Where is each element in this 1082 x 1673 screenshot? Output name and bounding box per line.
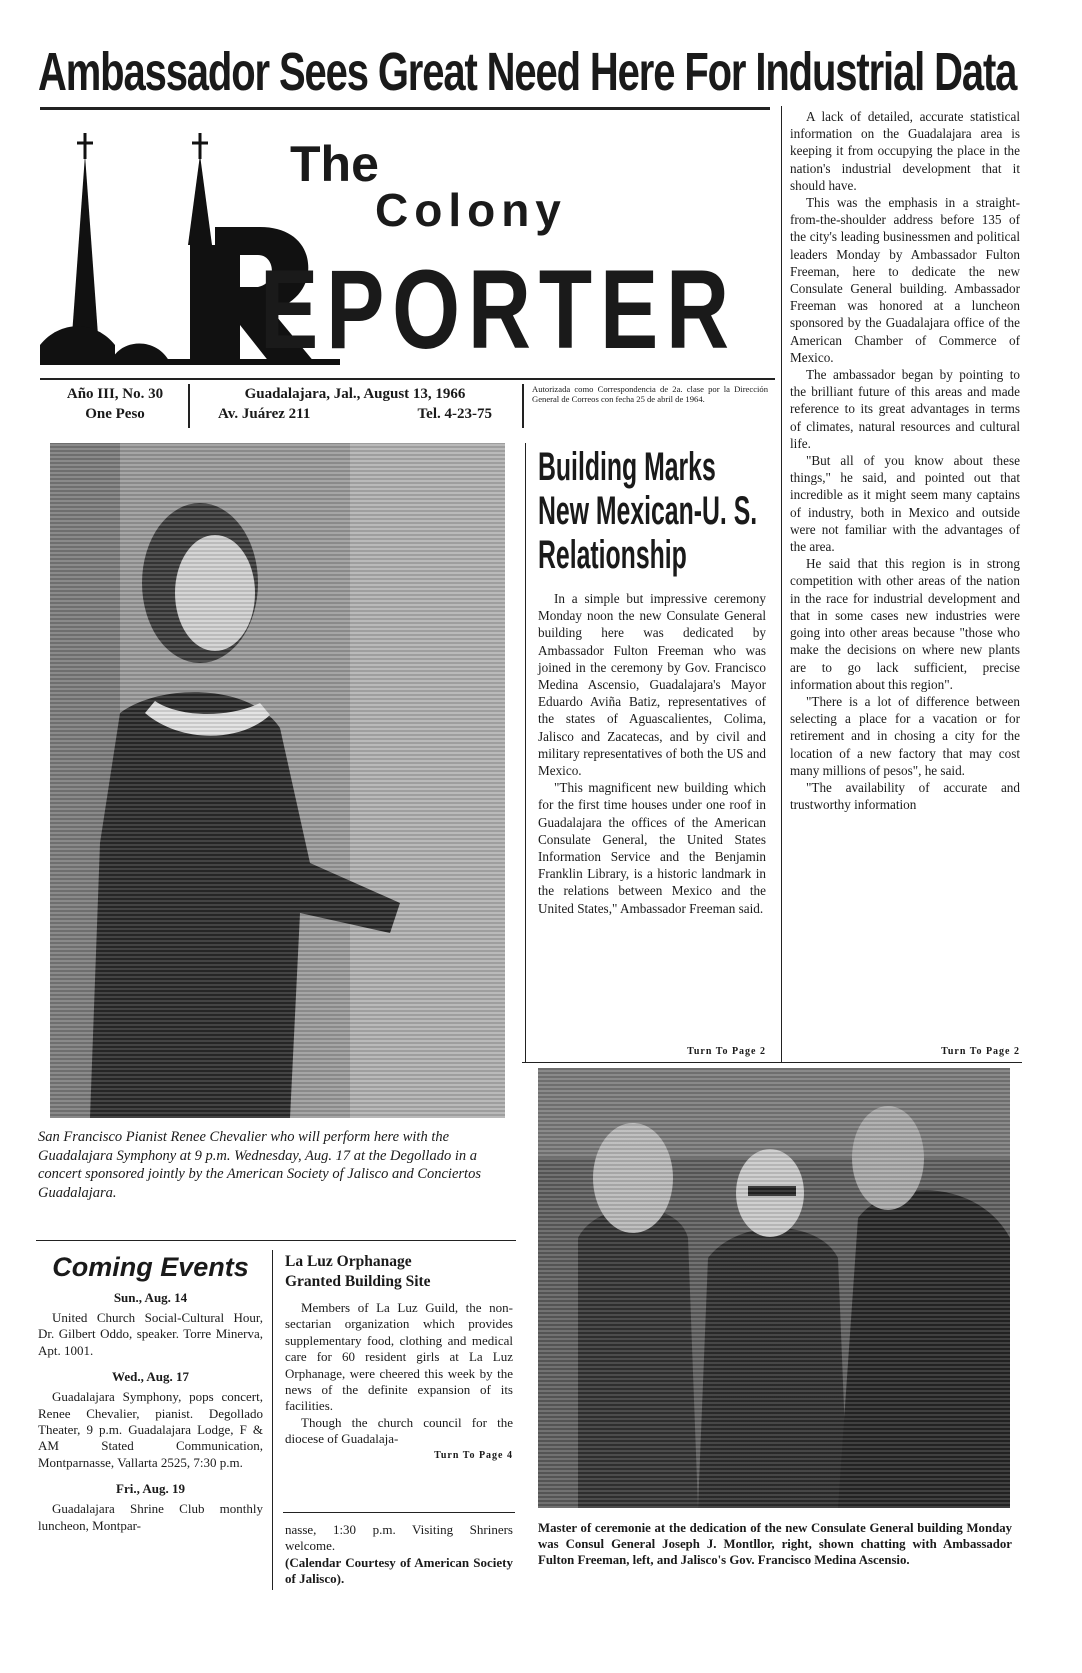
event-date: Fri., Aug. 19 bbox=[116, 1481, 185, 1497]
building-title-line: Building Marks bbox=[538, 445, 716, 489]
article-paragraph: "There is a lot of difference between selecting a place for a vacation or for retirement and in chosing a city for the location of a new factory that may cost many millions of pesos", he said. bbox=[790, 693, 1020, 778]
issue-block bbox=[40, 384, 190, 424]
article-paragraph: "This magnificent new building which for the first time houses under one roof in Guadalajara the offices of the American Consulate General, the United States Information Service and the Benjamin Franklin Library, is a historic landmark in the relations between Mexico and the United States," Ambassador Freeman said. bbox=[538, 780, 766, 916]
office-telephone: Tel. 4-23-75 bbox=[417, 406, 492, 422]
event-text: Guadalajara Symphony, pops concert, Renee Chevalier, pianist. Degollado Theater, 9 p.m. Guadalajara Lodge, F & AM Stated Communication, Montparnasse, Vallarta 2525, 7:30 p.m. bbox=[38, 1389, 263, 1470]
city-date: Guadalajara, Jal., August 13, 1966 bbox=[244, 386, 466, 402]
coming-events-title: Coming Events bbox=[52, 1252, 249, 1282]
events-continuation-text: nasse, 1:30 p.m. Visiting Shriners welcome. bbox=[285, 1522, 513, 1554]
orphanage-title-line: La Luz Orphanage bbox=[285, 1253, 412, 1270]
building-article-body bbox=[538, 590, 766, 917]
dateline-block bbox=[200, 384, 510, 424]
article-paragraph: Though the church council for the diocese of Guadalaja- bbox=[285, 1414, 513, 1447]
article-paragraph: He said that this region is in strong competition with other areas of the nation in the race for industrial development and that in some cases new industries were going into other areas because "those who make the decisions on where new plants are to go lack sufficient, precise information about this region". bbox=[790, 556, 1020, 692]
info-divider-2 bbox=[522, 384, 524, 428]
postal-notice: Autorizada como Correspondencia de 2a. clase por la Dirección General de Correos con fecha 25 de abril de 1964. bbox=[532, 384, 768, 405]
events-continuation bbox=[285, 1522, 513, 1588]
building-title-line: Relationship bbox=[538, 533, 687, 577]
event-text: Guadalajara Shrine Club monthly luncheon, Montpar- bbox=[38, 1501, 263, 1533]
calendar-courtesy: (Calendar Courtesy of American Society of Jalisco). bbox=[285, 1554, 513, 1587]
events-divider bbox=[272, 1250, 273, 1590]
event-date: Sun., Aug. 14 bbox=[113, 1290, 188, 1305]
article-paragraph: "But all of you know about these things," he said, and pointed out that incredible as it might seem many captains of industry, both in Mexico and outside were not familiar with the advantages of the area. bbox=[790, 453, 1020, 555]
turn-to-page-building: Turn To Page 2 bbox=[687, 1046, 766, 1057]
article-paragraph: This was the emphasis in a straight-from-the-shoulder address before 135 of the city's leading businessmen and political leaders Monday by Ambassador Fulton Freeman, here to dedicate the new Consulate General building. Ambassador Freeman was honored at a luncheon sponsored by the Guadalajara office of the American Chamber of Commerce of Mexico. bbox=[790, 195, 1020, 365]
building-article-title bbox=[538, 445, 778, 577]
headline-rule bbox=[40, 107, 770, 110]
right-column-rule bbox=[781, 106, 782, 1062]
coming-events bbox=[38, 1250, 263, 1534]
consulate-photo bbox=[538, 1068, 1010, 1508]
info-divider-1 bbox=[188, 384, 190, 428]
industrial-data-article bbox=[790, 108, 1020, 813]
pianist-photo bbox=[50, 443, 505, 1118]
event-date: Wed., Aug. 17 bbox=[112, 1369, 189, 1385]
photo2-rule bbox=[522, 1062, 1022, 1063]
article-paragraph: "The availability of accurate and trustworthy information bbox=[790, 779, 1020, 813]
article-paragraph: In a simple but impressive ceremony Monday noon the new Consulate General building here was dedicated by Ambassador Fulton Freeman who was joined in the ceremony by Gov. Francisco Medina Ascensio, Guadalajara's Mayor Eduardo Aviña Batiz, representatives of the states of Aguascalientes, Colima, Jalisco and Zacatecas, and by civil and military representatives of both the US and Mexico. bbox=[538, 591, 766, 779]
masthead-the: The bbox=[290, 136, 379, 192]
masthead bbox=[40, 115, 775, 365]
article-paragraph: Members of La Luz Guild, the non-sectarian organization which provides supplementary food, clothing and medical care for 60 resident girls at La Luz Orphanage, were cheered this week by the news of the definite expansion of its facilities. bbox=[285, 1300, 513, 1414]
issue-number: Año III, No. 30 bbox=[66, 386, 164, 402]
orphanage-title-line: Granted Building Site bbox=[285, 1273, 431, 1290]
pianist-caption: San Francisco Pianist Renee Chevalier who will perform here with the Guadalajara Symphony at 9 p.m. Wednesday, Aug. 17 at the Degollado in a concert sponsored jointly by the American Society of Jalisco and Conciertos Guadalajara. bbox=[38, 1129, 481, 1201]
building-title-line: New Mexican-U. S. bbox=[538, 489, 758, 533]
article-paragraph: A lack of detailed, accurate statistical information on the Guadalajara area is keeping it from occupying the place in the nation's industrial development that it should have. bbox=[790, 109, 1020, 193]
event-text: United Church Social-Cultural Hour, Dr. Gilbert Oddo, speaker. Torre Minerva, Apt. 1001. bbox=[38, 1310, 263, 1358]
info-rule-top bbox=[40, 378, 775, 380]
office-address: Av. Juárez 211 bbox=[218, 406, 311, 422]
orphanage-article bbox=[285, 1252, 513, 1461]
masthead-reporter: EPORTER bbox=[260, 255, 737, 365]
masthead-colony: Colony bbox=[375, 184, 567, 236]
consulate-photo-caption: Master of ceremonie at the dedication of the new Consulate General building Monday was Consul General Joseph J. Montllor, right, shown chatting with Ambassador Fulton Freeman, left, and Jalisco's Gov. Francisco Medina Ascensio. bbox=[538, 1521, 1012, 1567]
masthead-reporter-wrap bbox=[260, 255, 780, 365]
issue-price: One Peso bbox=[85, 406, 145, 422]
caption-rule bbox=[36, 1240, 516, 1241]
turn-to-page-right: Turn To Page 2 bbox=[941, 1046, 1020, 1057]
orphanage-rule bbox=[283, 1512, 515, 1513]
building-column-rule bbox=[525, 443, 526, 1063]
article-paragraph: The ambassador began by pointing to the brilliant future of this areas and made reference to its great advantages in terms of climates, natural resources and cultural life. bbox=[790, 367, 1020, 451]
main-headline: Ambassador Sees Great Need Here For Industrial Data bbox=[38, 42, 1017, 102]
turn-to-page-orphanage: Turn To Page 4 bbox=[434, 1449, 513, 1461]
